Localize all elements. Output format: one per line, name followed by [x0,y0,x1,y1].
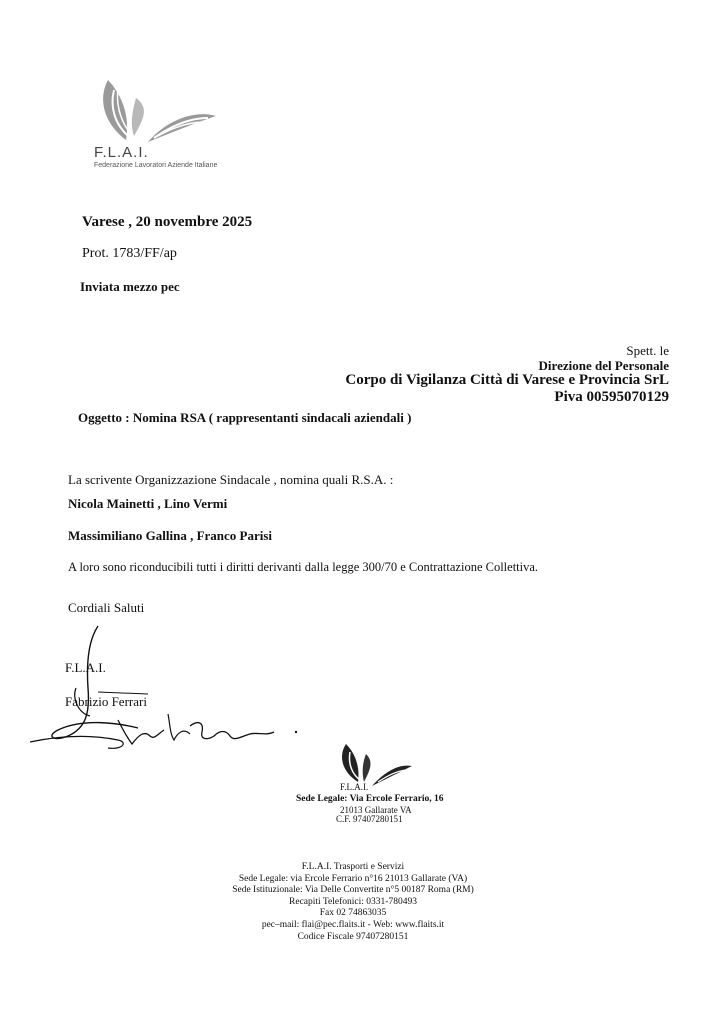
footer-line-7: Codice Fiscale 97407280151 [297,931,409,942]
footer-line-5: Fax 02 74863035 [319,908,387,919]
recipient-vat: Piva 00595070129 [554,389,669,405]
protocol-number: Prot. 1783/FF/ap [82,246,177,261]
flai-logo [88,78,228,178]
flai-stamp [296,742,456,822]
logo-brand: F.L.A.I. [94,144,149,161]
body-intro: La scrivente Organizzazione Sindacale , nomina quali R.S.A. : [68,472,394,487]
handwritten-signature [28,618,308,758]
recipient-department: Direzione del Personale [538,358,669,373]
stamp-tax-code: C.F. 97407280151 [336,814,403,824]
signature-name: Fabrizio Ferrari [65,694,147,709]
footer-line-6[interactable]: pec–mail: flai@pec.flaits.it - Web: www.flaits.it [261,919,445,930]
names-line-1: Nicola Mainetti , Lino Vermi [68,496,228,511]
subject-line: Oggetto : Nomina RSA ( rappresentanti sindacali aziendali ) [78,410,412,425]
letter-date: Varese , 20 novembre 2025 [82,214,253,230]
footer-line-4: Recapiti Telefonici: 0331-780493 [289,896,417,907]
rights-statement: A loro sono riconducibili tutti i diritti derivanti dalla legge 300/70 e Contrattazione Collettiva. [68,560,539,574]
recipient-company: Corpo di Vigilanza Città di Varese e Provincia SrL [345,372,669,388]
stamp-address: Sede Legale: Via Ercole Ferrario, 16 [296,794,444,804]
stamp-brand: F.L.A.I. [340,782,369,792]
footer-line-3: Sede Istituzionale: Via Delle Convertite n°5 00187 Roma (RM) [232,885,474,896]
footer-line-2: Sede Legale: via Ercole Ferrario n°16 21013 Gallarate (VA) [238,873,468,884]
footer-line-1: F.L.A.I. Trasporti e Servizi [301,862,405,872]
signature-org: F.L.A.I. [65,660,106,675]
closing: Cordiali Saluti [68,600,145,615]
stamp-city: 21013 Gallarate VA [340,805,412,815]
sent-via: Inviata mezzo pec [80,279,180,294]
names-line-2: Massimiliano Gallina , Franco Parisi [68,528,273,543]
footer [228,862,478,943]
recipient-salutation: Spett. le [626,343,669,358]
logo-subtitle: Federazione Lavoratori Aziende Italiane [94,162,218,169]
